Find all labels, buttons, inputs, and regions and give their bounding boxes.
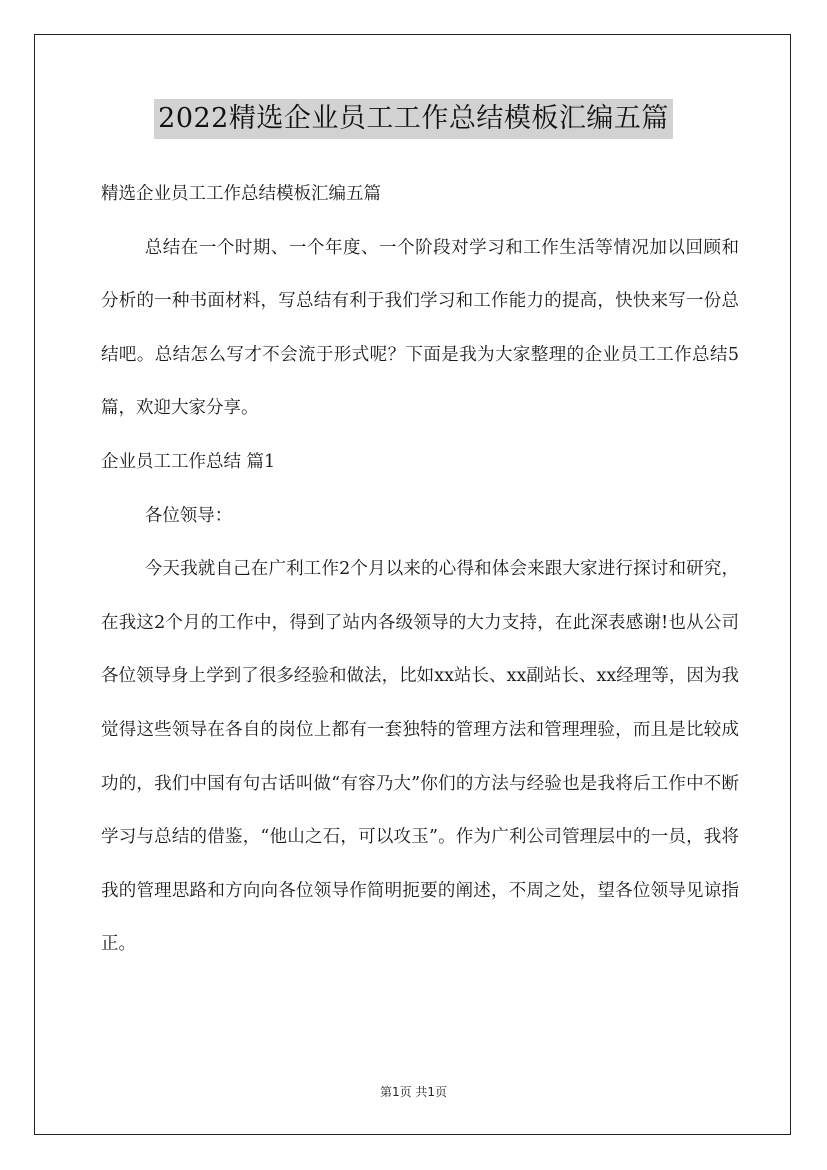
salutation: 各位领导： — [144, 505, 233, 526]
body-paragraph: 今天我就自己在广利工作2个月以来的心得和体会来跟大家进行探讨和研究，在我这2个月的工作中，得到了站内各级领导的大力支持，在此深表感谢!也从公司各位领导身上学到了很多经验和做法，比如xx站长、xx副站长、xx经理等，因为我觉得这些领导在各自的岗位上都有一套独特的管理方法和管理理验，而且是比较成功的，我们中国有句古话叫做“有容乃大”你们的方法与经验也是我将后工作中不断学习与总结的借鉴，“他山之石，可以攻玉”。作为广利公司管理层中的一员，我将我的管理思路和方向向各位领导作简明扼要的阐述，不周之处，望各位领导见谅指正。 — [101, 559, 739, 955]
document-title: 2022精选企业员工工作总结模板汇编五篇 — [154, 99, 673, 139]
title-container — [0, 99, 827, 139]
document-subtitle: 精选企业员工工作总结模板汇编五篇 — [101, 184, 381, 204]
page-footer: 第1页 共1页 — [379, 1085, 448, 1099]
intro-paragraph: 总结在一个时期、一个年度、一个阶段对学习和工作生活等情况加以回顾和分析的一种书面材料，写总结有利于我们学习和工作能力的提高，快快来写一份总结吧。总结怎么写才不会流于形式呢？下面是我为大家整理的企业员工工作总结5篇，欢迎大家分享。 — [101, 237, 739, 419]
section-heading: 企业员工工作总结 篇1 — [101, 451, 276, 472]
document-body — [101, 168, 739, 972]
